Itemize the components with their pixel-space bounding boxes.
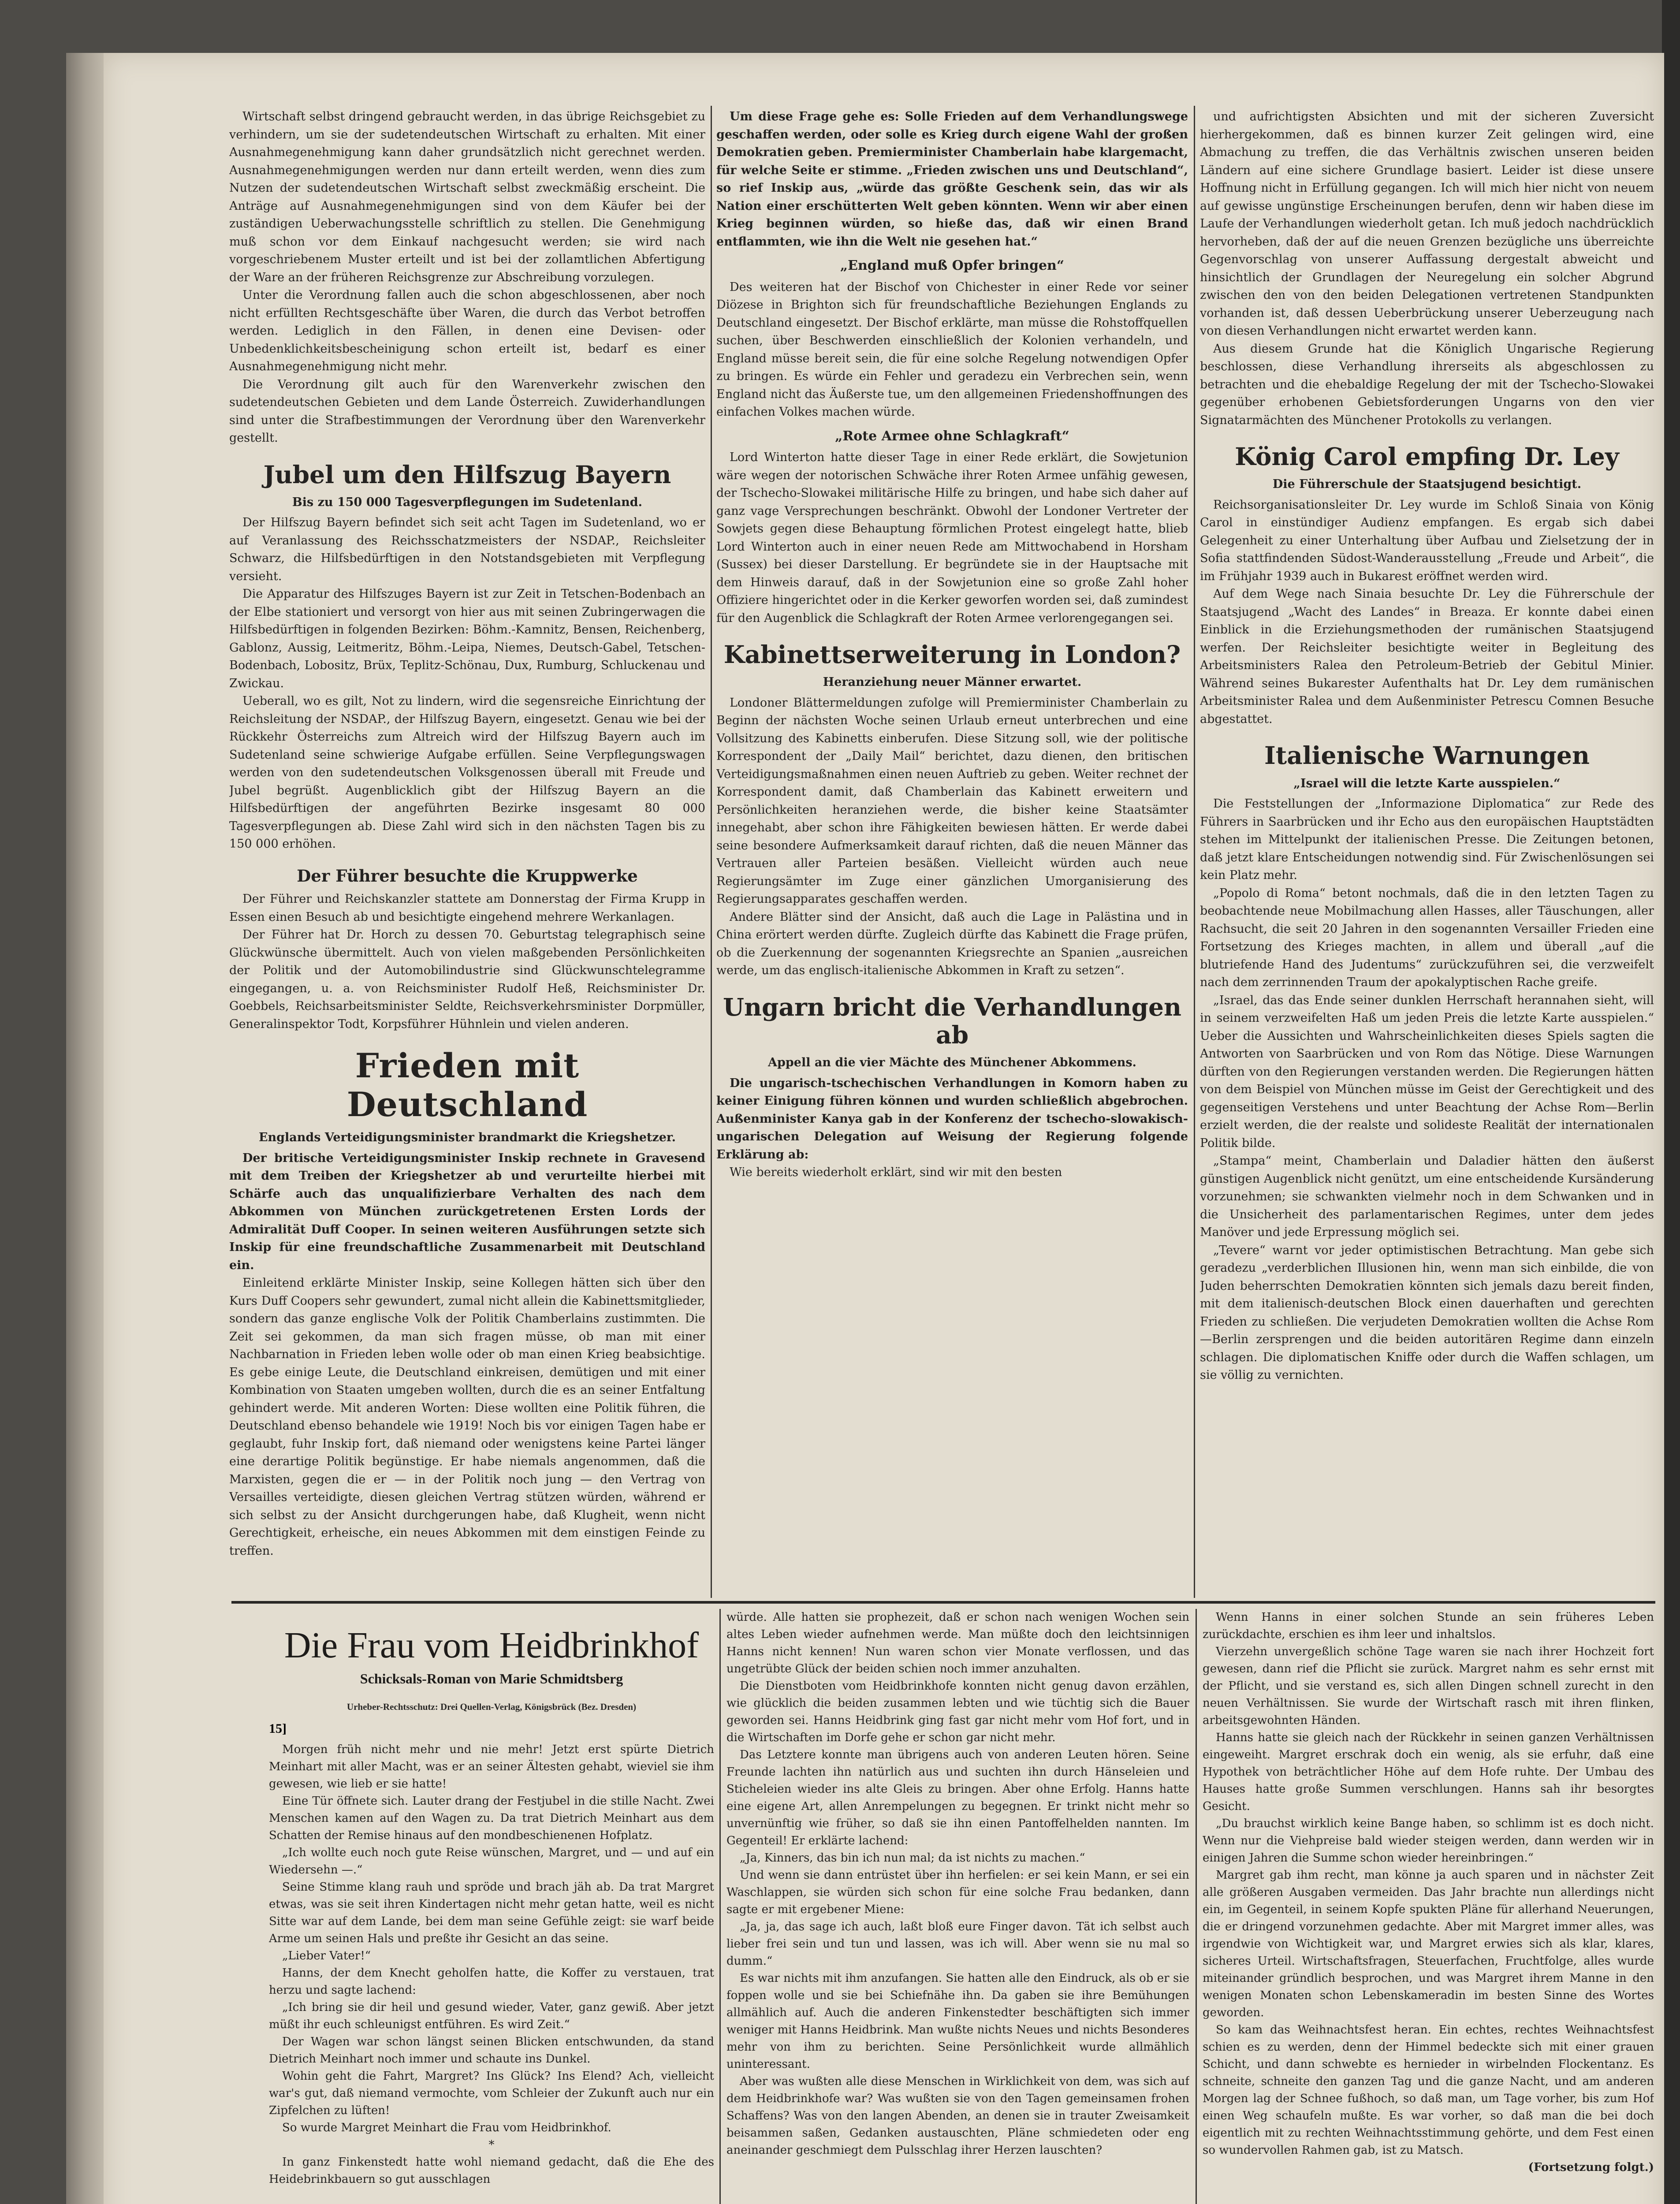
paragraph: Aus diesem Grunde hat die Königlich Ungarische Regierung beschlossen, diese Verhandlung ihrerseits als abgeschlossen zu betrachten und die ehebaldige Regelung der mit der Tschecho-Slowakei gegenüber erhobenen Gebietsforderungen Ungarns von den vier Signatarmächten des Münchener Protokolls zu verlangen. [1200,342,1654,427]
paragraph: Der Führer hat Dr. Horch zu dessen 70. Geburtstag telegraphisch seine Glückwünsche übermittelt. Auch von vielen maßgebenden Persönlichkeiten der Politik und der Automobilindustrie sind Glückwunschtelegramme eingegangen, u. a. von Reichsminister Rudolf Heß, Reichsminister Dr. Goebbels, Reichsarbeitsminister Seldte, Reichsverkehrsminister Dorpmüller, Generalinspektor Todt, Korpsführer Hühnlein und vielen anderen. [229,928,705,1031]
paragraph: „Israel, das das Ende seiner dunklen Herrschaft herannahen sieht, will in seinem verzweifelten Haß um jeden Preis die letzte Karte ausspielen.“ Ueber die Aussichten und Wahrscheinlichkeiten dieses Spiels sagten die Antworten von Saarbrücken und von Rom das Nötige. Diese Warnungen dürften von den Regierungen verstanden werden. Die Regierungen hätten von dem Beispiel von München müsse im Geist der Gerechtigkeit und des gegenseitigen Verstehens und unter Beachtung der Achse Rom—Berlin erzielt werden, die der realste und solideste Realität der internationalen Politik bilde. [1200,993,1654,1150]
novel-column-1 [269,1741,714,2204]
paragraph: Der Führer und Reichskanzler stattete am Donnerstag der Firma Krupp in Essen einen Besuch ab und besichtigte eingehend mehrere Werkanlagen. [229,892,705,924]
paragraph: Die ungarisch-tschechischen Verhandlungen in Komorn haben zu keiner Einigung führen können und wurden schließlich abgebrochen. Außenminister Kanya gab in der Konferenz der tschecho-slowakisch-ungarischen Delegation auf Weisung der Regierung folgende Erklärung ab: [716,1076,1188,1162]
paragraph: Eine Tür öffnete sich. Lauter drang der Festjubel in die stille Nacht. Zwei Menschen kamen auf den Wagen zu. Da trat Dietrich Meinhart aus dem Schatten der Remise hinaus auf den mondbeschienenen Hofplatz. [269,1794,714,1842]
novel-column-2 [726,1609,1189,2204]
paragraph: Die Verordnung gilt auch für den Warenverkehr zwischen den sudetendeutschen Gebieten und dem Lande Österreich. Zuwiderhandlungen sind unter die Strafbestimmungen der Verordnung über den Warenverkehr gestellt. [229,377,705,445]
paragraph: Wie bereits wiederholt erklärt, sind wir mit den besten [730,1165,1062,1180]
paragraph: Andere Blätter sind der Ansicht, daß auch die Lage in Palästina und in China erörtert werden dürfte. Zugleich dürfte das Kabinett die Frage prüfen, ob die Zuerkennung der sogenannten Kriegsrechte an Spanien „ausreichen werde, um das englisch-italienische Abkommen in Kraft zu setzen“. [716,910,1188,978]
column-1 [229,108,705,1598]
subheadline-frieden: Englands Verteidigungsminister brandmarkt die Kriegshetzer. [258,1131,676,1145]
paragraph: Der Wagen war schon längst seinen Blicken entschwunden, da stand Dietrich Meinhart noch immer und schaute ins Dunkel. [269,2035,714,2066]
headline-ungarn: Ungarn bricht die Verhandlungen ab [723,992,1181,1049]
paragraph: „Popolo di Roma“ betont nochmals, daß die in den letzten Tagen zu beobachtende neue Mobilmachung allen Hasses, aller Täuschungen, aller Rachsucht, die seit 20 Jahren in den sogenannten Versailler Frieden eine Fortsetzung des Krieges machten, in allem und überall „auf die blutriefende Hand des Judentums“ zurückzuführen sei, die verzweifelt nach dem zerrinnenden Traum der apokalyptischen Rache greife. [1200,886,1654,989]
paragraph: Auf dem Wege nach Sinaia besuchte Dr. Ley die Führerschule der Staatsjugend „Wacht des Landes“ in Breaza. Er konnte dabei einen Einblick in die Erziehungsmethoden der rumänischen Staatsjugend werfen. Der Reichsleiter besichtigte weiter in Begleitung des Arbeitsministers Ralea den Petroleum-Betrieb der Gebitul Minier. Während seines Bukarester Aufenthalts hat Dr. Ley dem rumänischen Arbeitsminister Ralea und dem Außenminister Petrescu Comnen Besuche abgestattet. [1200,587,1654,726]
paragraph: „Ich bring sie dir heil und gesund wieder, Vater, ganz gewiß. Aber jetzt müßt ihr euch schleunigst entführen. Es wird Zeit.“ [269,2001,714,2031]
subheadline-carol: Die Führerschule der Staatsjugend besichtigt. [1272,477,1582,491]
headline-frieden: Frieden mit Deutschland [346,1046,588,1124]
paragraph: Lord Winterton hatte dieser Tage in einer Rede erklärt, die Sowjetunion wäre wegen der notorischen Schwäche ihrer Roten Armee unfähig gewesen, der Tschecho-Slowakei militärische Hilfe zu bringen, und habe sich daher auf ganz vage Versprechungen beschränkt. Obwohl der Londoner Vertreter der Sowjets gegen diese Behauptung förmlichen Protest eingelegt hatte, blieb Lord Winterton auch in einer neuen Rede am Mittwochabend in Horsham (Sussex) bei dieser Darstellung. Er begründete sie in der Hauptsache mit dem Hinweis darauf, daß in der Sowjetunion eine so große Zahl hoher Offiziere hingerichtet oder in die Kerker geworfen worden sei, daß zumindest für den Augenblick die Schlagkraft der Roten Armee verlorengegangen sei. [716,450,1188,625]
paragraph: Des weiteren hat der Bischof von Chichester in einer Rede vor seiner Diözese in Brighton sich für freundschaftliche Beziehungen Englands zu Deutschland eingesetzt. Der Bischof erklärte, man müsse die Rohstoffquellen suchen, über Beschwerden einschließlich der Kolonien verhandeln, und England müsse bereit sein, die für eine solche Regelung notwendigen Opfer zu bringen. Es würde ein Fehler und geradezu ein Verbrechen sein, wenn England nicht das Äußerste tue, um den allgemeinen Friedenshoffnungen des einfachen Volkes machen würde. [716,280,1188,419]
novel-subtitle: Schicksals-Roman von Marie Schmidtsberg [360,1671,623,1687]
headline-kabinett: Kabinettserweiterung in London? [723,640,1181,669]
section-asterisk: * [488,2138,495,2152]
feuilleton-rule [231,1601,1655,1604]
column-rule [1196,1609,1197,2204]
paragraph: Hanns hatte sie gleich nach der Rückkehr in seinen ganzen Verhältnissen eingeweiht. Margret erschrak doch ein wenig, als sie erfuhr, daß eine Hypothek von beträchtlicher Höhe auf dem Hofe ruhte. Der Umbau des Hauses hatte große Summen verschlungen. Hanns sah ihr besorgtes Gesicht. [1203,1731,1654,1813]
paragraph: Und wenn sie dann entrüstet über ihn herfielen: er sei kein Mann, er sei ein Waschlappen, sie würden sich schon für eine solche Frau bedanken, dann sagte er mit ergebener Miene: [726,1869,1189,1916]
paragraph: „Ich wollte euch noch gute Reise wünschen, Margret, und — und auf ein Wiedersehn —.“ [269,1846,714,1876]
novel-column-3 [1203,1609,1654,2204]
paragraph: Die Dienstboten vom Heidbrinkhofe konnten nicht genug davon erzählen, wie glücklich die beiden zusammen lebten und wie tüchtig sich die Bauer geworden sei. Hanns Heidbrink ging fast gar nicht mehr vom Hof fort, und in die Wirtschaften im Dorfe gehe er schon gar nicht mehr. [726,1679,1189,1744]
paragraph: Aber was wußten alle diese Menschen in Wirklichkeit von dem, was sich auf dem Heidbrinkhofe war? Was wußten sie von den Tagen gemeinsamen frohen Schaffens? Was von den langen Abenden, an denen sie in trauter Zweisamkeit beisammen saßen, Gedanken austauschten, Pläne schmiedeten oder eng aneinander geschmiegt dem Pulsschlag ihrer Herzen lauschten? [726,2075,1189,2157]
headline-jubel: Jubel um den Hilfszug Bayern [263,460,671,489]
paragraph: „Ja, ja, das sage ich auch, laßt bloß eure Finger davon. Tät ich selbst auch lieber frei sein und tun und lassen, was ich will. Aber wenn sie nu mal so dumm.“ [726,1920,1189,1968]
paragraph: So kam das Weihnachtsfest heran. Ein echtes, rechtes Weihnachtsfest schien es zu werden, denn der Himmel bedeckte sich mit einer grauen Schicht, und dann schwebte es hernieder in wirbelnden Flockentanz. Es schneite, schneite den ganzen Tag und die ganze Nacht, und am anderen Morgen lag der Schnee fußhoch, so daß man, um Tage vorher, bis zum Hof einen Weg schaufeln mußte. Es war vorher, so daß man die bei doch eigentlich mit zu rechten Weihnachtsstimmung gehörte, und dem Fest einen so wundervollen Rahmen gab, ist zu Matsch. [1203,2023,1654,2157]
paragraph: Londoner Blättermeldungen zufolge will Premierminister Chamberlain zu Beginn der nächsten Woche seinen Urlaub erneut unterbrechen und eine Vollsitzung des Kabinetts einberufen. Diese Sitzung soll, wie der politische Korrespondent der „Daily Mail“ berichtet, dazu dienen, den britischen Verteidigungsmaßnahmen einen neuen Auftrieb zu geben. Weiter rechnet der Korrespondent damit, daß Chamberlain das Kabinett erweitern und Persönlichkeiten heranziehen werde, die bisher keine Staatsämter innegehabt, aber schon ihre Fähigkeiten bewiesen hätten. Er werde dabei seine besondere Aufmerksamkeit darauf richten, daß die neuen Männer das Vertrauen aller Parteien besäßen. Vielleicht würden auch neue Regierungsämter im Zuge einer gänzlichen Umorganisierung des Regierungsapparates geschaffen werden. [716,696,1188,906]
dark-page-edge [1662,0,1680,2204]
subheadline-ungarn: Appell an die vier Mächte des Münchener Abkommens. [768,1056,1136,1070]
paragraph: würde. Alle hatten sie prophezeit, daß er schon nach wenigen Wochen sein altes Leben wieder aufnehmen werde. Man müßte doch den leichtsinnigen Hanns nicht kennen! Nun waren schon vier Monate verflossen, und das ungetrübte Glück der beiden schien noch immer anzuhalten. [726,1611,1189,1675]
novel-copyright: Urheber-Rechtsschutz: Drei Quellen-Verlag, Königsbrück (Bez. Dresden) [346,1701,637,1712]
paragraph: „Tevere“ warnt vor jeder optimistischen Betrachtung. Man gebe sich geradezu „verderblichen Illusionen hin, wenn man sich einbilde, die von Juden beherrschten Demokratien könnten sich jemals dazu bereit finden, mit dem italienisch-deutschen Block einen dauerhaften und gerechten Frieden zu schließen. Die verjudeten Demokratien wollten die Achse Rom—Berlin zersprengen und die beiden autoritären Regime dann einzeln schlagen. Die diplomatischen Kniffe oder durch die Waffen schlagen, um sie völlig zu vernichten. [1200,1243,1654,1382]
lead-paragraph: Der britische Verteidigungsminister Inskip rechnete in Gravesend mit dem Treiben der Kriegshetzer ab und verurteilte hierbei mit Schärfe auch das unqualifizierbare Verhalten des nach dem Abkommen von München zurückgetretenen Ersten Lords der Admiralität Duff Cooper. In seinen weiteren Ausführungen setzte sich Inskip für eine freundschaftliche Zusammenarbeit mit Deutschland ein. [229,1151,705,1272]
paragraph: „Lieber Vater!“ [282,1949,371,1962]
installment-number: 15] [269,1721,287,1736]
paragraph: Einleitend erklärte Minister Inskip, seine Kollegen hätten sich über den Kurs Duff Coopers sehr gewundert, zumal nicht allein die Kabinettsmitglieder, sondern das ganze englische Volk der Politik Chamberlains zustimmten. Die Zeit sei gekommen, da man sich fragen müsse, ob man mit einer Nachbarnation in Frieden leben wolle oder ob man einen Krieg beabsichtige. Es gebe einige Leute, die Deutschland einkreisen, demütigen und mit einer Kombination von Staaten umgeben wollten, durch die es an seiner Entfaltung gehindert werde. Mit anderen Worten: Diese wollten eine Politik führen, die Deutschland ebenso behandele wie 1919! Noch bis vor einigen Tagen habe er geglaubt, fuhr Inskip fort, daß niemand oder wenigstens keine Partei länger eine derartige Politik begünstige. Er habe niemals angenommen, daß die Marxisten, gegen die er — in der Politik noch jung — den Vertrag von Versailles verteidigte, diesen gleichen Vertrag stützen würden, während er sich selbst zu der Ansicht durchgerungen habe, daß Klugheit, wenn nicht Gerechtigkeit, erheische, ein neues Abkommen mit dem einstigen Feinde zu treffen. [229,1276,705,1558]
column-2 [716,108,1188,1598]
paragraph: Reichsorganisationsleiter Dr. Ley wurde im Schloß Sinaia von König Carol in einstündiger Audienz empfangen. Es ergab sich dabei Gelegenheit zu einer Unterhaltung über Aufbau und Zielsetzung der in Sofia stattfindenden Südost-Wanderausstellung „Freude und Arbeit“, die im Frühjahr 1939 auch in Bukarest eröffnet werden wird. [1200,498,1654,583]
headline-krupp: Der Führer besuchte die Kruppwerke [297,866,638,886]
paragraph: Vierzehn unvergeßlich schöne Tage waren sie nach ihrer Hochzeit fort gewesen, dann rief die Pflicht sie zurück. Margret nahm es sehr ernst mit der Pflicht, und sie verstand es, sich allen Dingen schnell zurecht in den neuen Verhältnissen. Sie wurde der Wirtschaft rasch mit ihren flinken, arbeitsgewohnten Händen. [1203,1645,1654,1727]
paragraph: In ganz Finkenstedt hatte wohl niemand gedacht, daß die Ehe des Heidebrinkbauern so gut ausschlagen [269,2156,714,2186]
headline-carol: König Carol empfing Dr. Ley [1235,442,1619,471]
paragraph: Morgen früh nicht mehr und nie mehr! Jetzt erst spürte Dietrich Meinhart mit aller Macht, was er an seiner Ältesten gehabt, wieviel sie ihm gewesen, wie lieb er sie hatte! [269,1743,714,1791]
paragraph: Der Hilfszug Bayern befindet sich seit acht Tagen im Sudetenland, wo er auf Veranlassung des Reichsschatzmeisters der NSDAP., Reichsleiter Schwarz, die Hilfsbedürftigen in den Notstandsgebieten mit Verpflegung versieht. [229,516,705,583]
paragraph: Um diese Frage gehe es: Solle Frieden auf dem Verhandlungswege geschaffen werden, oder solle es Krieg durch eigene Wahl der großen Demokratien geben. Premierminister Chamberlain habe klargemacht, für welche Seite er stimme. „Frieden zwischen uns und Deutschland“, so rief Inskip aus, „würde das größte Geschenk sein, das wir als Nation einer erschütterten Welt geben könnten. Wenn wir aber einen Krieg beginnen würden, so hieße das, daß wir einen Brand entflammten, wie ihn die Welt nie gesehen hat.“ [716,110,1188,249]
paragraph: Seine Stimme klang rauh und spröde und brach jäh ab. Da trat Margret etwas, was sie seit ihren Kindertagen nicht mehr getan hatte, weil es nicht Sitte war auf dem Lande, bei dem man seine Gefühle zeigt: sie warf beide Arme um seinen Hals und preßte ihr Gesicht an das seine. [269,1880,714,1945]
subheadline-italien: „Israel will die letzte Karte ausspielen.“ [1293,776,1561,790]
novel-title: Die Frau vom Heidbrinkhof [284,1625,699,1666]
paragraph: Das Letztere konnte man übrigens auch von anderen Leuten hören. Seine Freunde lachten ihn natürlich aus und suchten ihn durch Hänseleien und Sticheleien wieder ins alte Gleis zu bringen. Aber ohne Erfolg. Hanns hatte eine eigene Art, allen Anrempelungen zu begegnen. Er trinkt nicht mehr so unvernünftig wie früher, so daß sie ihn einen Pantoffelhelden nannten. Im Gegenteil! Er erklärte lachend: [726,1748,1189,1847]
column-3 [1200,108,1654,1598]
headline-opfer: „England muß Opfer bringen“ [840,258,1065,273]
headline-rote-armee: „Rote Armee ohne Schlagkraft“ [835,428,1069,444]
paragraph: Wohin geht die Fahrt, Margret? Ins Glück? Ins Elend? Ach, vielleicht war's gut, daß niemand vermochte, vom Schleier der Zukunft auch nur ein Zipfelchen zu lüften! [269,2070,714,2117]
paragraph: So wurde Margret Meinhart die Frau vom Heidbrinkhof. [282,2121,611,2134]
paragraph: Ueberall, wo es gilt, Not zu lindern, wird die segensreiche Einrichtung der Reichsleitung der NSDAP., der Hilfszug Bayern, eingesetzt. Genau wie bei der Rückkehr Österreichs zum Altreich wird der Hilfszug Bayern auch im Sudetenland seine schwierige Aufgabe erfüllen. Seine Verpflegungswagen werden von den sudetendeutschen Volksgenossen überall mit Freude und Jubel begrüßt. Augenblicklich gibt der Hilfszug Bayern an die Hilfsbedürftigen der angeführten Bezirke insgesamt 80 000 Tagesverpflegungen ab. Diese Zahl wird sich in den nächsten Tagen bis zu 150 000 erhöhen. [229,694,705,851]
paragraph: „Ja, Kinners, das bin ich nun mal; da ist nichts zu machen.“ [740,1851,1085,1865]
paragraph: Unter die Verordnung fallen auch die schon abgeschlossenen, aber noch nicht erfüllten Rechtsgeschäfte über Waren, die durch das Verbot betroffen werden. Lediglich in den Fällen, in denen eine Devisen- oder Unbedenklichkeitsbescheinigung schon erteilt ist, bedarf es einer Ausnahmegenehmigung nicht mehr. [229,288,705,373]
subheadline-jubel: Bis zu 150 000 Tagesverpflegungen im Sudetenland. [292,495,643,509]
paragraph: Die Apparatur des Hilfszuges Bayern ist zur Zeit in Tetschen-Bodenbach an der Elbe stationiert und versorgt von hier aus mit seinen Zubringerwagen die Hilfsbedürftigen in folgenden Bezirken: Böhm.-Kamnitz, Bensen, Reichenberg, Gablonz, Aussig, Leitmeritz, Böhm.-Leipa, Niemes, Deutsch-Gabel, Tetschen-Bodenbach, Lobositz, Brüx, Teplitz-Schönau, Dux, Rumburg, Schluckenau und Zwickau. [229,587,705,690]
paragraph: Wenn Hanns in einer solchen Stunde an sein früheres Leben zurückdachte, erschien es ihm leer und inhaltslos. [1203,1611,1654,1641]
column-rule [1194,106,1195,1598]
column-rule [711,106,712,1598]
paragraph: und aufrichtigsten Absichten und mit der sicheren Zuversicht hierhergekommen, daß es binnen kurzer Zeit gelingen wird, eine Abmachung zu treffen, die das Verhältnis zwischen unseren beiden Ländern auf eine sichere Grundlage basiert. Leider ist diese unsere Hoffnung nicht in Erfüllung gegangen. Ich will mich hier nicht von neuem auf gewisse ungünstige Erscheinungen berufen, denn wir haben diese im Laufe der Verhandlungen wiederholt getan. Ich muß jedoch nachdrücklich hervorheben, daß der auf die neuen Grenzen bezügliche uns überreichte Gegenvorschlag von unserer Auffassung dergestalt abweicht und hinsichtlich der Grundlagen der Neuregelung ein solcher Abgrund zwischen den von den beiden Delegationen vertretenen Standpunkten vorhanden ist, daß dessen Ueberbrückung unserer Ueberzeugung nach von diesen Verhandlungen nicht erwartet werden kann. [1200,110,1654,338]
paragraph: Die Feststellungen der „Informazione Diplomatica“ zur Rede des Führers in Saarbrücken und ihr Echo aus den europäischen Hauptstädten stehen im Mittelpunkt der italienischen Presse. Die Zeitungen betonen, daß jetzt klare Entscheidungen notwendig sind. Für Zwischenlösungen sei kein Platz mehr. [1200,797,1654,882]
continuation-note: (Fortsetzung folgt.) [1528,2161,1654,2174]
paragraph: „Du brauchst wirklich keine Bange haben, so schlimm ist es doch nicht. Wenn nur die Viehpreise bald wieder steigen werden, dann werden wir in einigen Jahren die Summe schon wieder hereinbringen.“ [1203,1817,1654,1865]
paragraph: Wirtschaft selbst dringend gebraucht werden, in das übrige Reichsgebiet zu verhindern, um sie der sudetendeutschen Wirtschaft zu erhalten. Mit einer Ausnahmegenehmigung kann daher grundsätzlich nicht gerechnet werden. Ausnahmegenehmigungen werden nur dann erteilt werden, wenn dies zum Nutzen der sudetendeutschen Wirtschaft selbst zweckmäßig erscheint. Die Anträge auf Ausnahmegenehmigungen sind von dem Käufer bei der zuständigen Ueberwachungsstelle schriftlich zu stellen. Die Genehmigung muß schon vor dem Einkauf nachgesucht werden; sie wird nach vorgeschriebenem Muster erteilt und ist bei der zollamtlichen Abfertigung der Ware an der früheren Reichsgrenze zur Abschreibung vorzulegen. [229,110,705,284]
paragraph: Es war nichts mit ihm anzufangen. Sie hatten alle den Eindruck, als ob er sie foppen wolle und sie bei Schiefnähe ihn. Da gaben sie ihre Bemühungen allmählich auf. Auch die anderen Finkenstedter beschäftigten sich immer weniger mit Hanns Heidbrink. Man wußte nichts Neues und nichts Besonderes mehr von ihm zu berichten. Seine Persönlichkeit wurde allmählich uninteressant. [726,1972,1189,2071]
paragraph: Margret gab ihm recht, man könne ja auch sparen und in nächster Zeit alle größeren Ausgaben vermeiden. Das Jahr brachte nun allerdings nicht ein, im Gegenteil, in seinem Kopfe spukten Pläne für allerhand Neuerungen, die er dringend vorzunehmen gedachte. Aber mit Margret immer alles, was irgendwie von Wichtigkeit war, und Margret erwies sich als klar, klares, sicheres Urteil. Wirtschaftsfragen, Steuerfachen, Fruchtfolge, alles wurde miteinander gründlich besprochen, und was Margret ihrem Manne in den wenigen Monaten schon Lebenskameradin im besten Sinne des Wortes geworden. [1203,1869,1654,2019]
headline-italien: Italienische Warnungen [1264,741,1590,770]
subheadline-kabinett: Heranziehung neuer Männer erwartet. [823,675,1082,689]
paragraph: „Stampa“ meint, Chamberlain und Daladier hätten den äußerst günstigen Augenblick nicht genützt, um eine entscheidende Kursänderung vorzunehmen; sie schwankten vielmehr noch in dem Schwanken und in die Unsicherheit des parlamentarischen Regimes, unter dem jedes Manöver und jede Erpressung möglich sei. [1200,1154,1654,1239]
paragraph: Hanns, der dem Knecht geholfen hatte, die Koffer zu verstauen, trat herzu und sagte lachend: [269,1966,714,1997]
column-rule [719,1609,721,2204]
